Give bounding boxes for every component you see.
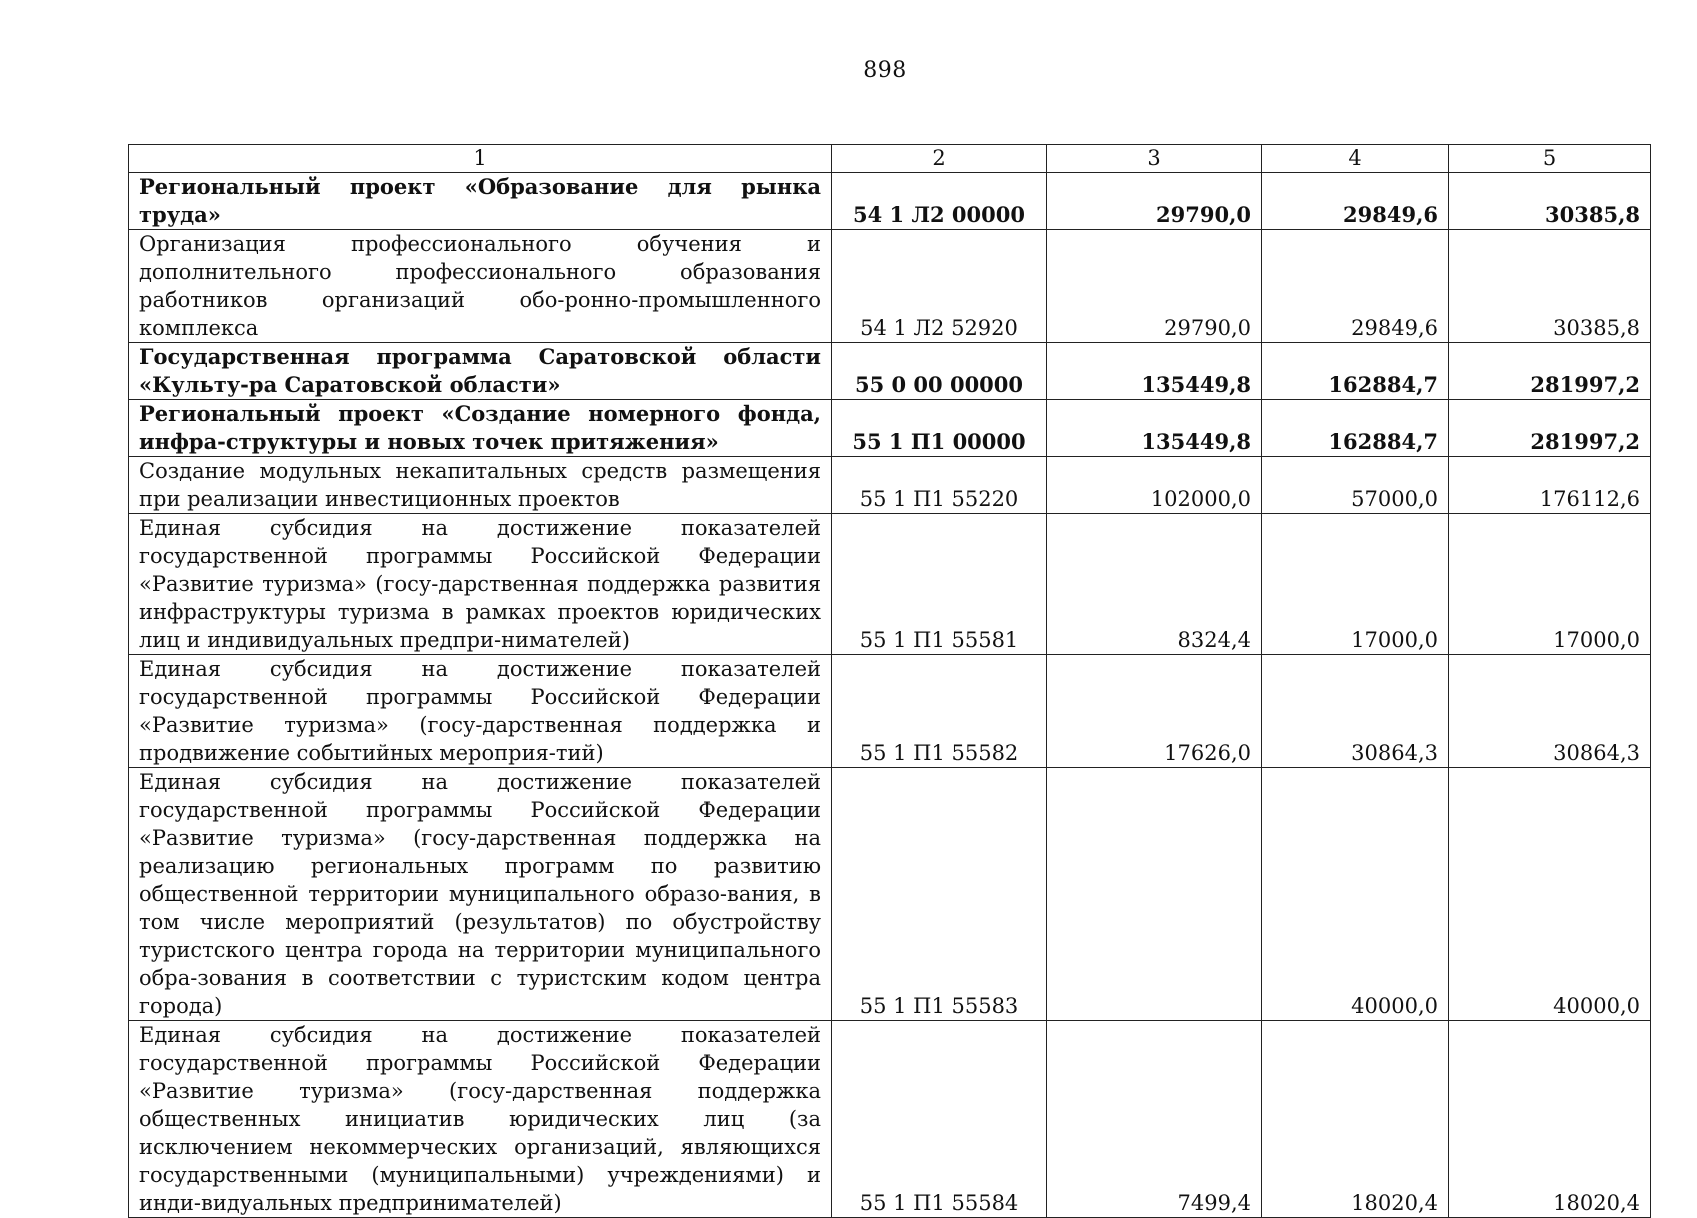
row-code: 55 1 П1 00000 xyxy=(832,400,1047,457)
page-number: 898 xyxy=(863,58,907,83)
column-header: 2 xyxy=(832,145,1047,173)
row-code: 54 1 Л2 52920 xyxy=(832,230,1047,343)
row-name: Единая субсидия на достижение показателей государственной программы Российской Федерации «Развитие туризма» (госу-дарственная поддержка общественных инициатив юридических лиц (за исключением некоммерческих организаций, являющихся государственными (муниципальными) учреждениями) и инди-видуальных предпринимателей) xyxy=(129,1021,832,1218)
row-value-col4: 29849,6 xyxy=(1262,230,1449,343)
row-value-col4: 30864,3 xyxy=(1262,655,1449,768)
table-row xyxy=(129,768,1651,1021)
row-value-col5: 18020,4 xyxy=(1449,1021,1651,1218)
row-code: 55 1 П1 55582 xyxy=(832,655,1047,768)
row-value-col4: 57000,0 xyxy=(1262,457,1449,514)
row-name: Региональный проект «Образование для рынка труда» xyxy=(129,173,832,230)
row-value-col5: 30385,8 xyxy=(1449,173,1651,230)
row-value-col3: 135449,8 xyxy=(1047,343,1262,400)
row-value-col5: 17000,0 xyxy=(1449,514,1651,655)
row-value-col4: 162884,7 xyxy=(1262,400,1449,457)
row-code: 55 1 П1 55220 xyxy=(832,457,1047,514)
table-row xyxy=(129,1021,1651,1218)
row-code: 55 1 П1 55581 xyxy=(832,514,1047,655)
table-row xyxy=(129,173,1651,230)
row-value-col4: 18020,4 xyxy=(1262,1021,1449,1218)
column-header: 4 xyxy=(1262,145,1449,173)
row-name: Организация профессионального обучения и дополнительного профессионального образования работников организаций обо-ронно-промышленного комплекса xyxy=(129,230,832,343)
row-name: Единая субсидия на достижение показателей государственной программы Российской Федерации «Развитие туризма» (госу-дарственная поддержка на реализацию региональных программ по развитию общественной территории муниципального образо-вания, в том числе мероприятий (результатов) по обустройству туристского центра города на территории муниципального обра-зования в соответствии с туристским кодом центра города) xyxy=(129,768,832,1021)
row-value-col3: 29790,0 xyxy=(1047,230,1262,343)
row-name: Единая субсидия на достижение показателей государственной программы Российской Федерации «Развитие туризма» (госу-дарственная поддержка развития инфраструктуры туризма в рамках проектов юридических лиц и индивидуальных предпри-нимателей) xyxy=(129,514,832,655)
row-value-col4: 40000,0 xyxy=(1262,768,1449,1021)
row-value-col5: 281997,2 xyxy=(1449,343,1651,400)
column-header: 3 xyxy=(1047,145,1262,173)
table-row xyxy=(129,400,1651,457)
row-value-col5: 281997,2 xyxy=(1449,400,1651,457)
row-name: Региональный проект «Создание номерного фонда, инфра-структуры и новых точек притяжения» xyxy=(129,400,832,457)
row-value-col3 xyxy=(1047,768,1262,1021)
row-value-col3: 8324,4 xyxy=(1047,514,1262,655)
table-row xyxy=(129,343,1651,400)
row-value-col4: 17000,0 xyxy=(1262,514,1449,655)
row-value-col5: 40000,0 xyxy=(1449,768,1651,1021)
row-value-col3: 29790,0 xyxy=(1047,173,1262,230)
row-value-col5: 30385,8 xyxy=(1449,230,1651,343)
row-code: 55 0 00 00000 xyxy=(832,343,1047,400)
row-value-col3: 102000,0 xyxy=(1047,457,1262,514)
table-row xyxy=(129,514,1651,655)
column-header: 5 xyxy=(1449,145,1651,173)
column-header: 1 xyxy=(129,145,832,173)
row-code: 55 1 П1 55584 xyxy=(832,1021,1047,1218)
row-name: Государственная программа Саратовской области «Культу-ра Саратовской области» xyxy=(129,343,832,400)
row-value-col3: 135449,8 xyxy=(1047,400,1262,457)
table-row xyxy=(129,655,1651,768)
table-row xyxy=(129,230,1651,343)
row-name: Создание модульных некапитальных средств размещения при реализации инвестиционных проектов xyxy=(129,457,832,514)
row-value-col5: 176112,6 xyxy=(1449,457,1651,514)
row-value-col4: 29849,6 xyxy=(1262,173,1449,230)
row-code: 55 1 П1 55583 xyxy=(832,768,1047,1021)
row-value-col4: 162884,7 xyxy=(1262,343,1449,400)
row-value-col3: 17626,0 xyxy=(1047,655,1262,768)
row-value-col5: 30864,3 xyxy=(1449,655,1651,768)
budget-table xyxy=(128,144,1651,1218)
table-header-row xyxy=(129,145,1651,173)
row-code: 54 1 Л2 00000 xyxy=(832,173,1047,230)
row-value-col3: 7499,4 xyxy=(1047,1021,1262,1218)
row-name: Единая субсидия на достижение показателей государственной программы Российской Федерации «Развитие туризма» (госу-дарственная поддержка и продвижение событийных мероприя-тий) xyxy=(129,655,832,768)
table-row xyxy=(129,457,1651,514)
